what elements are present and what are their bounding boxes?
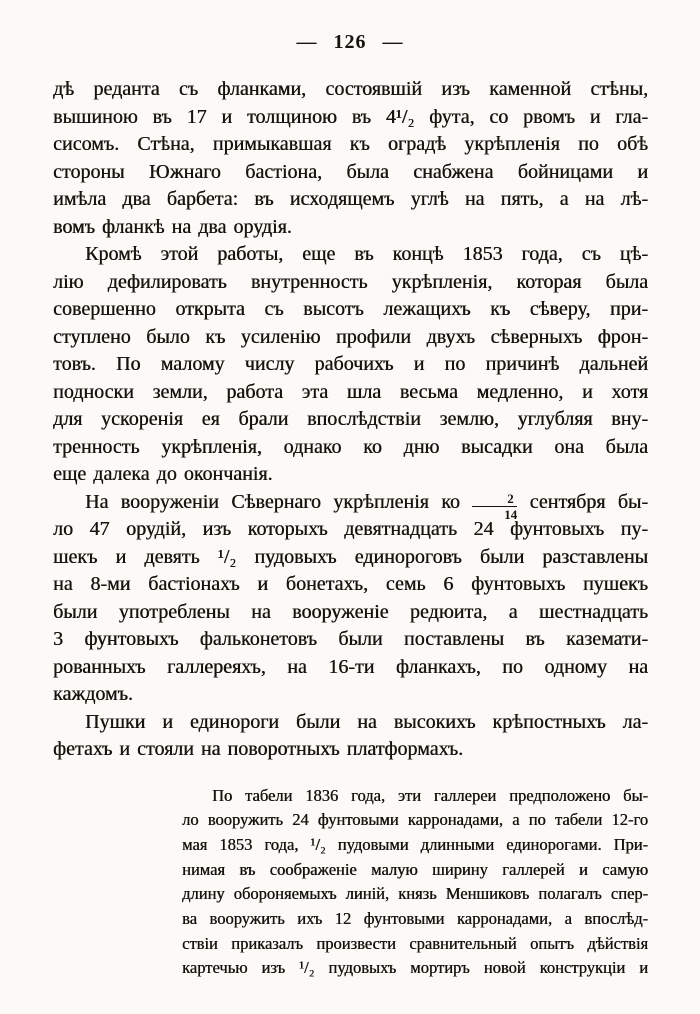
fraction-denominator: 14 (504, 506, 518, 522)
text-line: еще далека до окончанія. (53, 463, 273, 485)
text-line: на 8-ми бастіонахъ и бонетахъ, семь 6 фунтовыхъ пушекъ (53, 573, 648, 595)
text-line: фетахъ и стояли на поворотныхъ платформахъ. (53, 738, 464, 760)
text-line: ступлено было къ усиленію профили двухъ сѣверныхъ фрон- (53, 325, 648, 348)
text-line: вомъ фланкѣ на два орудія. (53, 215, 292, 238)
text-line: шекъ и девять ¹/₂ пудовыхъ единороговъ были разставлены (53, 545, 648, 568)
line-text: сентября бы- (529, 490, 649, 513)
line-text: На вооруженіи Сѣвернаго укрѣпленія ко (85, 490, 460, 513)
footnote-line: ва вооружить ихъ 12 фунтовыми карронадами, а впослѣд- (182, 908, 648, 928)
text-line: тренность укрѣпленія, однако ко дню высадки она была (53, 435, 648, 458)
text-line: 3 фунтовыхъ фальконетовъ были поставлены въ каземати- (53, 628, 648, 650)
footnote-line: картечью изъ ¹/₂ пудовыхъ мортиръ новой конструкціи и (182, 958, 648, 978)
text-line: вышиною въ 17 и толщиною въ 4¹/₂ фута, со рвомъ и гла- (53, 105, 648, 128)
footnote-block (182, 784, 648, 982)
text-line: товъ. По малому числу рабочихъ и по причинѣ дальней (53, 353, 648, 375)
text-line: для ускоренія ея брали впослѣдствіи землю, углубляя вну- (53, 408, 648, 430)
text-line: рованныхъ галлереяхъ, на 16-ти фланкахъ, по одному на (53, 655, 648, 678)
text-line: Кромѣ этой работы, еще въ концѣ 1853 года, съ цѣ- (85, 243, 648, 265)
text-line: сисомъ. Стѣна, примыкавшая къ оградѣ укрѣпленія по обѣ (53, 133, 648, 155)
paragraph (53, 241, 648, 489)
footnote-line: длину обороняемыхъ линій, князь Меншиковъ полагалъ спер- (182, 884, 648, 904)
text-line: каждомъ. (53, 683, 133, 705)
text-line: стороны Южнаго бастіона, была снабжена бойницами и (53, 160, 648, 183)
text-line: ло 47 орудій, изъ которыхъ девятнадцать 24 фунтовыхъ пу- (53, 518, 648, 540)
text-column (53, 76, 648, 981)
page-number: — 126 — (296, 31, 404, 53)
text-line: были употреблены на вооруженіе редюита, а шестнадцать (53, 600, 648, 623)
text-line: подноски земли, работа эта шла весьма медленно, и хотя (53, 380, 648, 403)
footnote-line: ствіи приказалъ произвести сравнительный опытъ дѣйствія (182, 933, 648, 953)
text-line: имѣла два барбета: въ исходящемъ углѣ на пять, а на лѣ- (53, 188, 648, 210)
footnote-line: По табели 1836 года, эти галлереи предположено бы- (212, 785, 648, 805)
text-line: Пушки и единороги были на высокихъ крѣпостныхъ ла- (85, 710, 648, 733)
text-line: дѣ реданта съ фланками, состоявшій изъ каменной стѣны, (53, 78, 648, 100)
text-line: совершенно открыта съ высотъ лежащихъ къ сѣверу, при- (53, 298, 648, 320)
text-line-with-date-fraction (53, 489, 649, 522)
footnote-line: нимая въ соображеніе малую ширину галлерей и самую (182, 859, 648, 879)
text-line: лію дефилировать внутренность укрѣпленія, которая была (53, 270, 648, 293)
footnote-line: мая 1853 года, ¹/₂ пудовыми длинными единорогами. При- (182, 834, 648, 854)
footnote-line: ло вооружить 24 фунтовыми карронадами, а по табели 12-го (182, 810, 648, 830)
fraction-numerator: 2 (472, 492, 517, 507)
paragraph (53, 489, 648, 709)
paragraph (53, 709, 648, 764)
paragraph (53, 76, 648, 241)
